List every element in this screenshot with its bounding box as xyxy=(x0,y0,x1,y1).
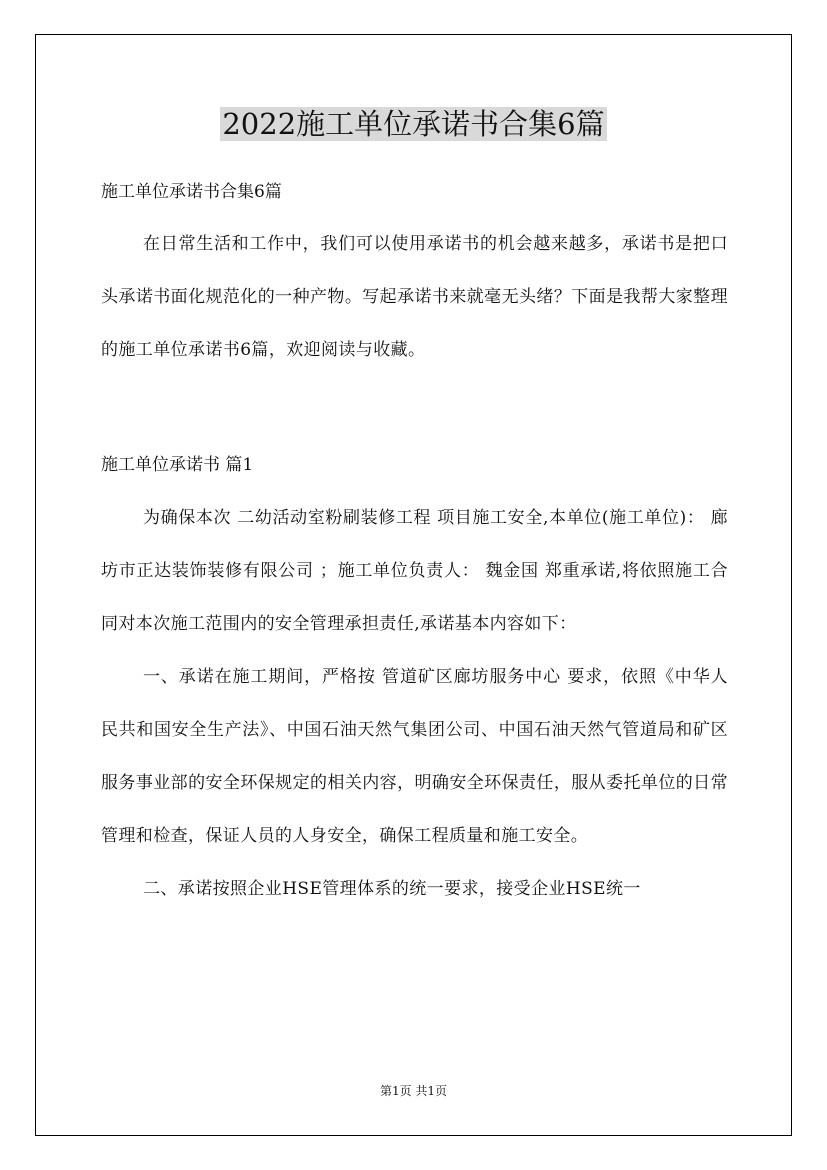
document-title xyxy=(0,104,827,144)
section-heading: 施工单位承诺书 篇1 xyxy=(101,455,254,475)
document-subtitle: 施工单位承诺书合集6篇 xyxy=(101,182,282,202)
intro-paragraph: 在日常生活和工作中，我们可以使用承诺书的机会越来越多，承诺书是把口头承诺书面化规范化的一种产物。写起承诺书来就毫无头绪？下面是我帮大家整理的施工单位承诺书6篇，欢迎阅读与收藏。 xyxy=(101,234,728,360)
intro-block xyxy=(101,218,728,377)
paragraph-1: 为确保本次 二幼活动室粉刷装修工程 项目施工安全,本单位(施工单位)： 廊坊市正达装饰装修有限公司 ；施工单位负责人： 魏金国 郑重承诺,将依照施工合同对本次施工范围内的安全管理承担责任,承诺基本内容如下： xyxy=(101,508,728,634)
paragraph-2: 一、承诺在施工期间，严格按 管道矿区廊坊服务中心 要求，依照《中华人民共和国安全生产法》、中国石油天然气集团公司、中国石油天然气管道局和矿区服务事业部的安全环保规定的相关内容，明确安全环保责任，服从委托单位的日常管理和检查，保证人员的人身安全，确保工程质量和施工安全。 xyxy=(101,667,728,846)
page-footer: 第1页 共1页 xyxy=(379,1084,448,1098)
section-content xyxy=(101,492,728,916)
document-title-text: 2022施工单位承诺书合集6篇 xyxy=(222,107,605,141)
paragraph-3: 二、承诺按照企业HSE管理体系的统一要求，接受企业HSE统一 xyxy=(143,879,641,899)
